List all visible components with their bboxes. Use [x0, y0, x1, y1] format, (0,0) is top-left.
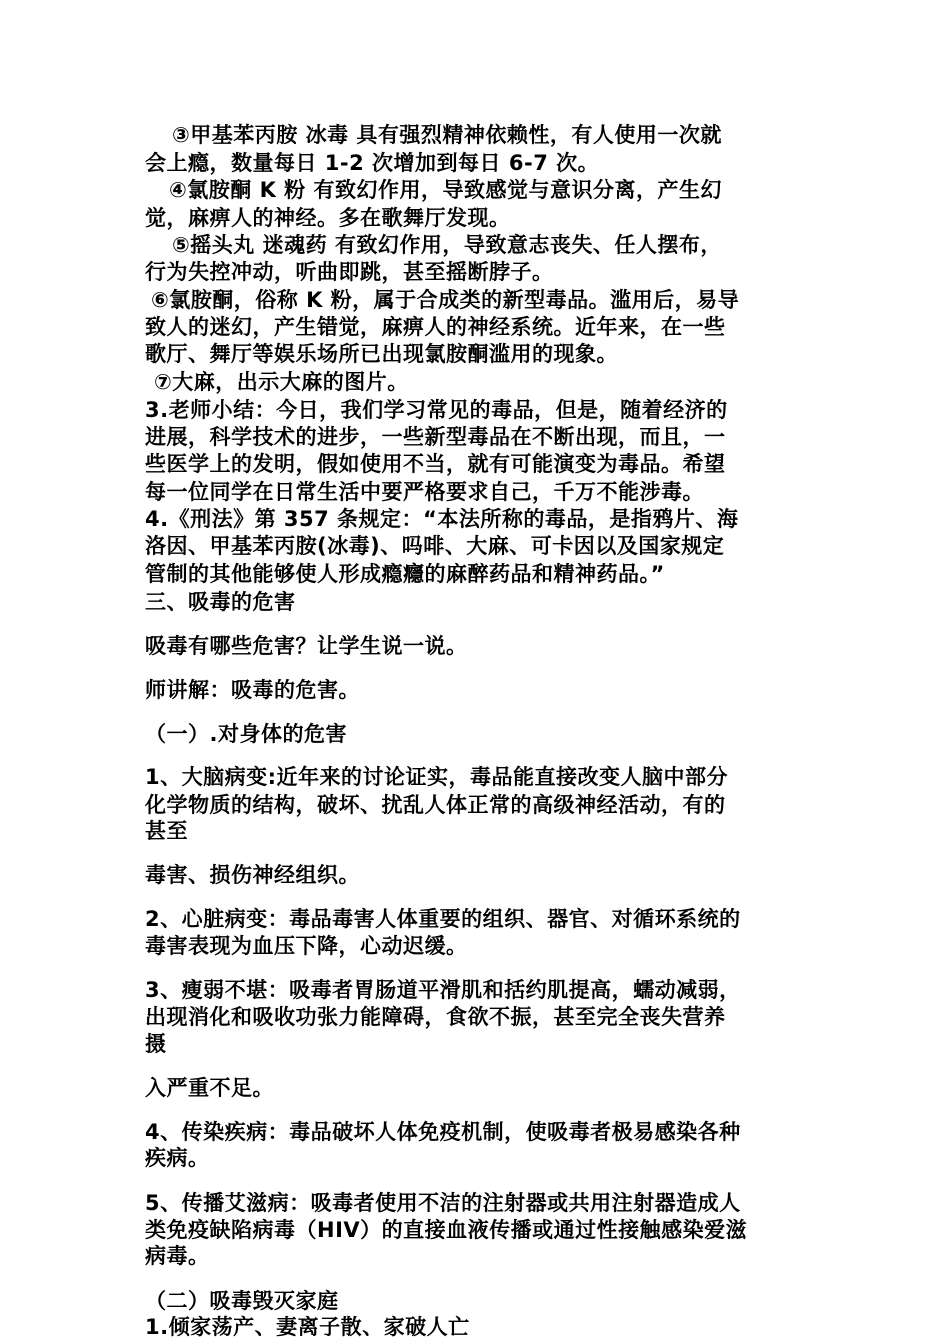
- text-line-8: 致人的迷幻，产生错觉，麻痹人的神经系统。近年来，在一些: [145, 315, 726, 339]
- text-line-14: 每一位同学在日常生活中要严格要求自己，千万不能涉毒。: [145, 480, 704, 504]
- text-line-27: 毒害表现为血压下降，心动迟缓。: [145, 934, 468, 958]
- text-line-2: 会上瘾，数量每日 1-2 次增加到每日 6-7 次。: [145, 151, 600, 175]
- text-line-19: 吸毒有哪些危害？让学生说一说。: [145, 634, 468, 658]
- text-line-29: 出现消化和吸收功张力能障碍，食欲不振，甚至完全丧失营养: [145, 1005, 726, 1029]
- text-line-13: 些医学上的发明，假如使用不当，就有可能演变为毒品。希望: [145, 452, 726, 476]
- text-line-6: 行为失控冲动，听曲即跳，甚至摇断脖子。: [145, 260, 554, 284]
- text-line-30: 摄: [145, 1032, 167, 1056]
- text-line-17: 管制的其他能够使人形成瘾癮的麻醉药品和精神药品。”: [145, 562, 665, 586]
- text-line-9: 歌厅、舞厅等娱乐场所已出现氯胺酮滥用的现象。: [145, 342, 618, 366]
- text-line-7: ⑥氯胺酮，俗称 K 粉，属于合成类的新型毒品。滥用后，易导: [151, 288, 740, 312]
- subsection-heading-2: （二）吸毒毁灭家庭: [145, 1289, 339, 1313]
- text-line-1: ③甲基苯丙胺 冰毒 具有强烈精神依赖性，有人使用一次就: [172, 123, 722, 147]
- text-line-28: 3、瘦弱不堪：吸毒者胃肠道平滑肌和括约肌提高，蠕动减弱，: [145, 978, 741, 1002]
- text-line-15: 4.《刑法》第 357 条规定：“本法所称的毒品，是指鸦片、海: [145, 507, 739, 531]
- text-line-20: 师讲解：吸毒的危害。: [145, 678, 360, 702]
- text-line-12: 进展，科学技术的进步，一些新型毒品在不断出现，而且，一: [145, 425, 726, 449]
- text-line-3: ④氯胺酮 K 粉 有致幻作用，导致感觉与意识分离，产生幻: [169, 178, 722, 202]
- text-line-16: 洛因、甲基苯丙胺(冰毒)、吗啡、大麻、可卡因以及国家规定: [145, 534, 725, 558]
- text-line-26: 2、心脏病变：毒品毒害人体重要的组织、器官、对循环系统的: [145, 907, 741, 931]
- text-line-22: 1、大脑病变:近年来的讨论证实，毒品能直接改变人脑中部分: [145, 765, 729, 789]
- text-line-10: ⑦大麻，出示大麻的图片。: [154, 370, 409, 394]
- subsection-heading-1: （一）.对身体的危害: [145, 722, 347, 746]
- text-line-38: 1.倾家荡产、妻离子散、家破人亡: [145, 1315, 470, 1339]
- text-line-24: 甚至: [145, 819, 188, 843]
- text-line-36: 病毒。: [145, 1244, 210, 1268]
- text-line-11: 3.老师小结：今日，我们学习常见的毒品，但是，随着经济的: [145, 398, 728, 422]
- section-heading-3: 三、吸毒的危害: [145, 590, 296, 614]
- text-line-32: 4、传染疾病：毒品破坏人体免疫机制，使吸毒者极易感染各种: [145, 1120, 741, 1144]
- text-line-34: 5、传播艾滋病：吸毒者使用不洁的注射器或共用注射器造成人: [145, 1191, 741, 1215]
- text-line-5: ⑤摇头丸 迷魂药 有致幻作用，导致意志丧失、任人摆布，: [172, 233, 722, 257]
- text-line-23: 化学物质的结构，破坏、扰乱人体正常的高级神经活动，有的: [145, 793, 726, 817]
- text-line-25: 毒害、损伤神经组织。: [145, 863, 360, 887]
- text-line-31: 入严重不足。: [145, 1076, 274, 1100]
- text-line-4: 觉，麻痹人的神经。多在歌舞厅发现。: [145, 206, 511, 230]
- text-line-35: 类免疫缺陷病毒（HIV）的直接血液传播或通过性接触感染爱滋: [145, 1218, 748, 1242]
- text-line-33: 疾病。: [145, 1146, 210, 1170]
